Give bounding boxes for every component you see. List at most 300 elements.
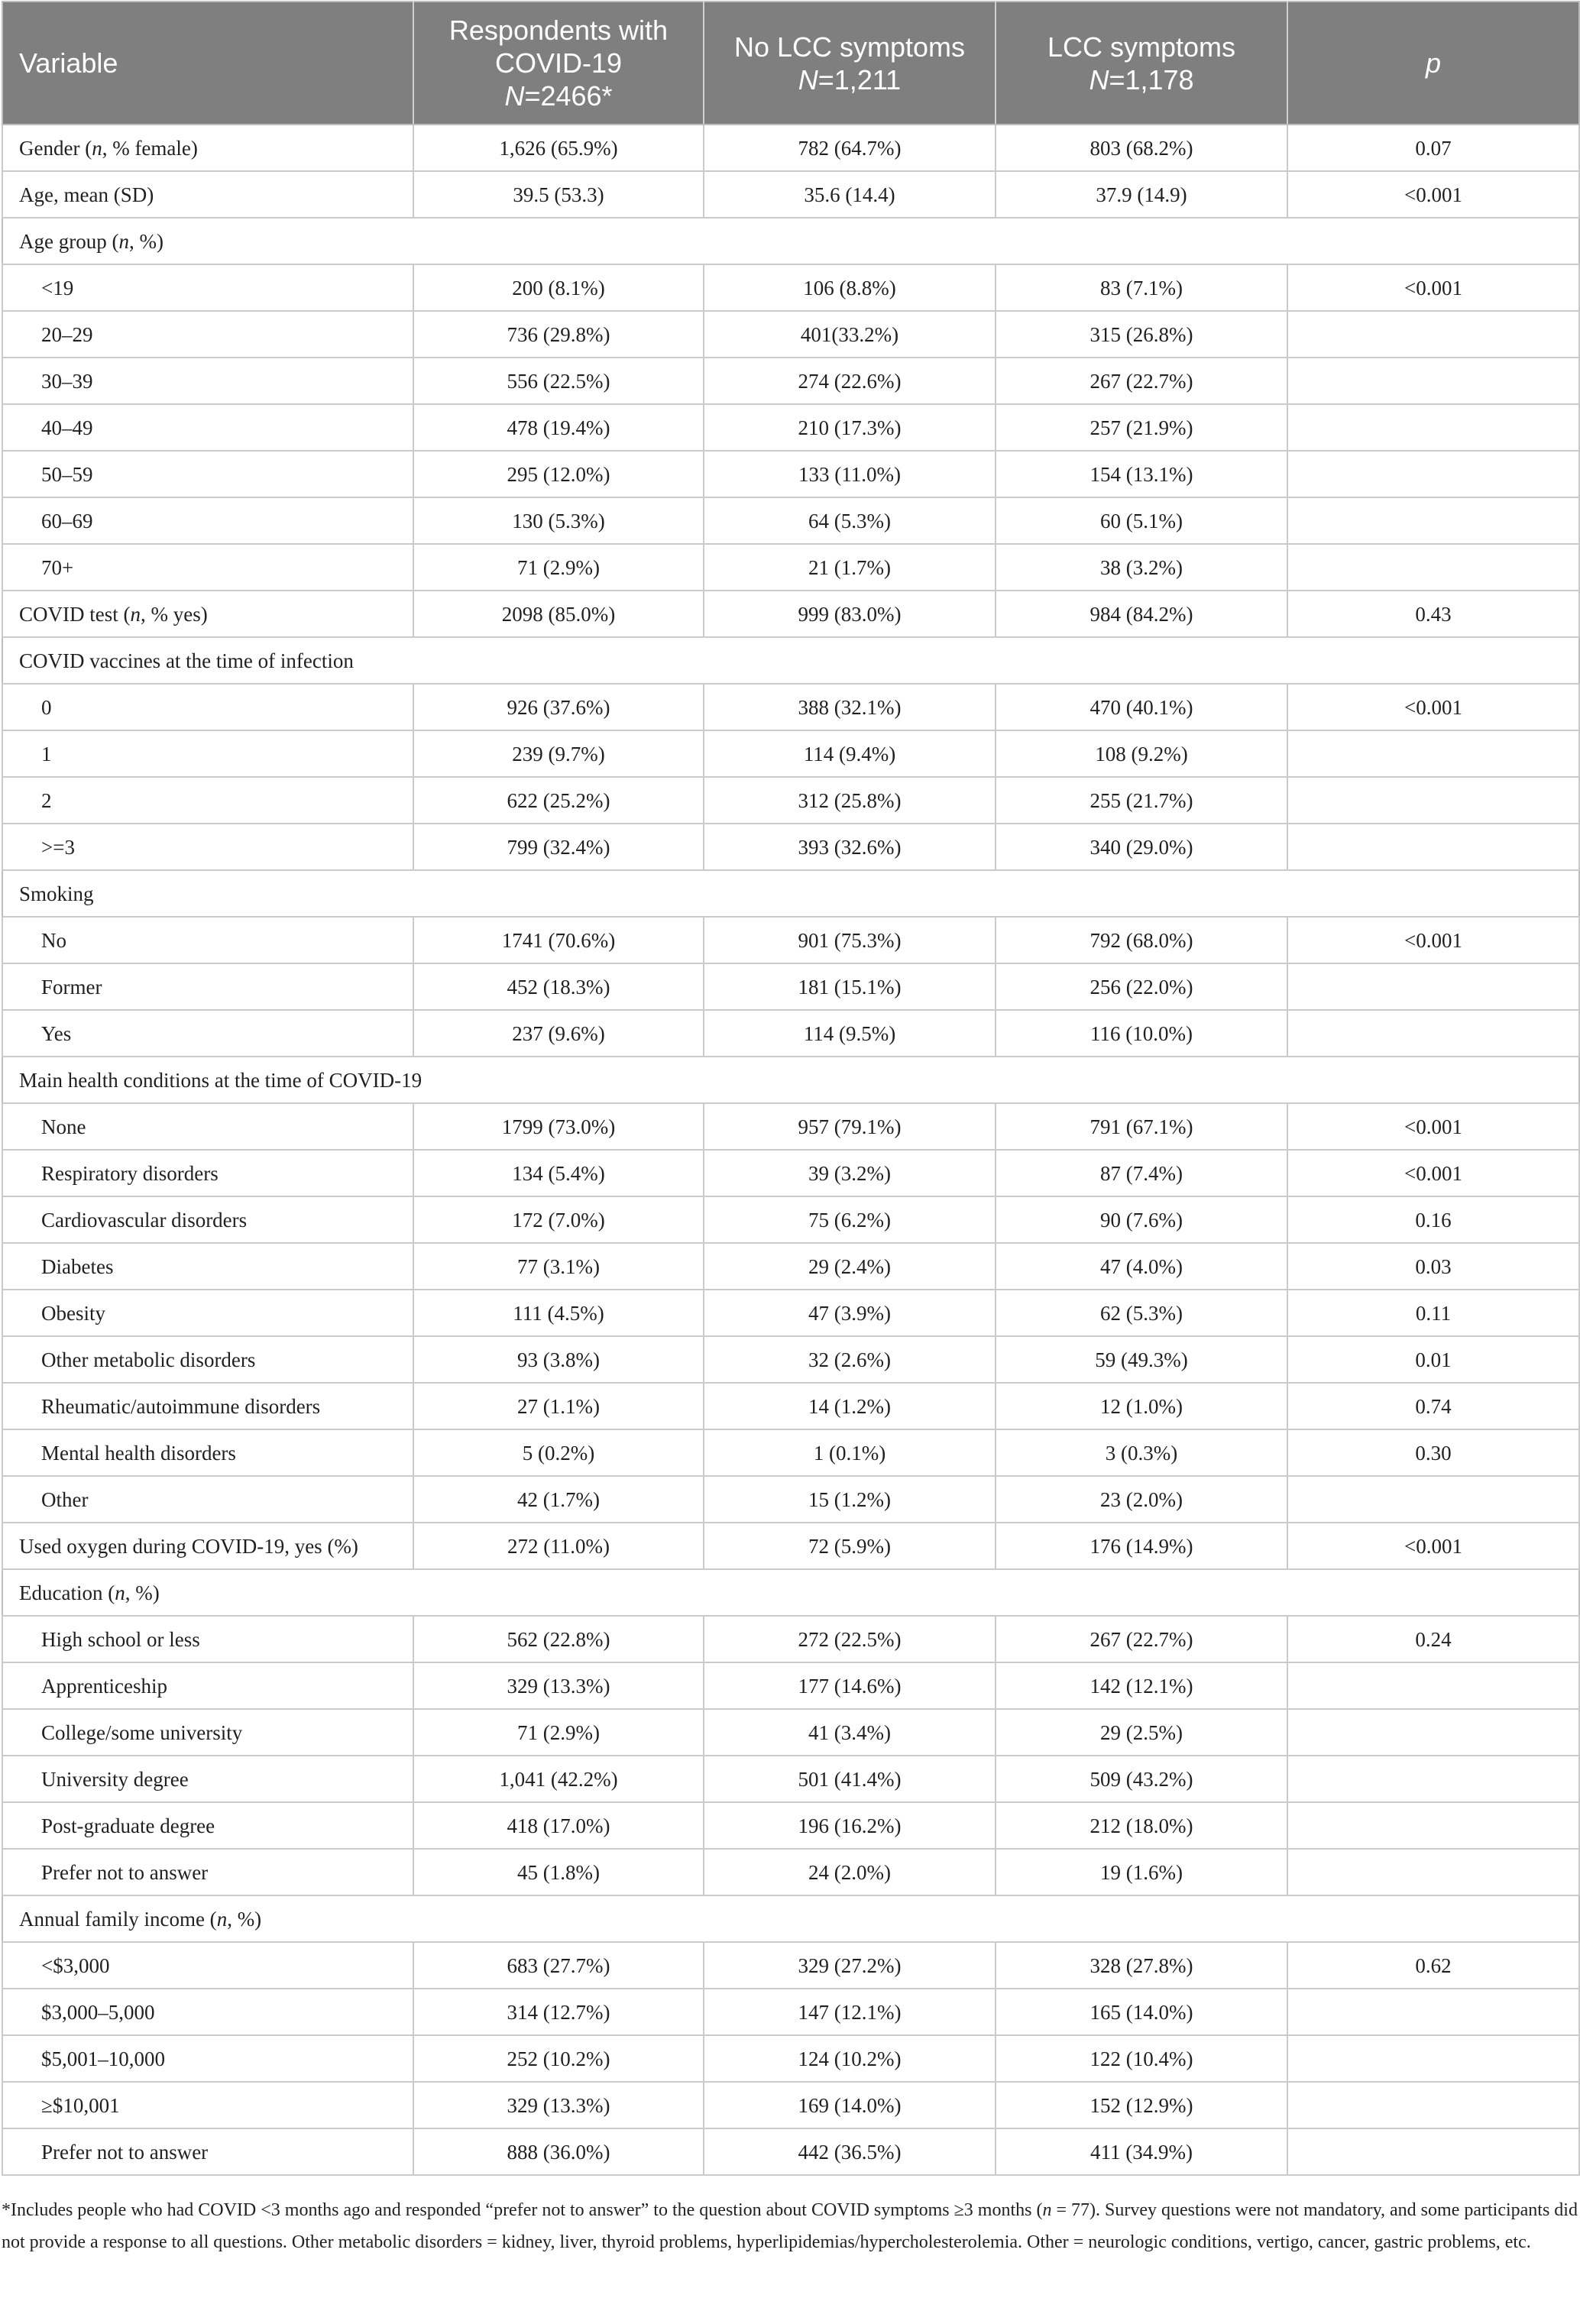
cell-covid-respondents: 93 (3.8%) (413, 1336, 704, 1383)
row-label (2, 1709, 413, 1756)
cell-covid-respondents: 452 (18.3%) (413, 963, 704, 1010)
cell-lcc: 90 (7.6%) (996, 1196, 1287, 1243)
row-label (2, 1476, 413, 1523)
section-row (2, 1057, 1579, 1103)
cell-lcc: 108 (9.2%) (996, 730, 1287, 777)
cell-p-value (1287, 497, 1579, 544)
cell-covid-respondents: 683 (27.7%) (413, 1942, 704, 1989)
label-part: None (41, 1115, 86, 1138)
cell-lcc: 37.9 (14.9) (996, 171, 1287, 218)
label-part: COVID test ( (19, 602, 131, 626)
table-row (2, 497, 1579, 544)
cell-no-lcc: 41 (3.4%) (704, 1709, 996, 1756)
cell-covid-respondents: 329 (13.3%) (413, 2082, 704, 2128)
cell-lcc: 122 (10.4%) (996, 2035, 1287, 2082)
label-part: Prefer not to answer (41, 1860, 209, 1884)
cell-p-value (1287, 2128, 1579, 2175)
table-row (2, 824, 1579, 870)
label-part: 0 (41, 695, 52, 719)
section-row (2, 1895, 1579, 1942)
cell-no-lcc: 957 (79.1%) (704, 1103, 996, 1150)
cell-p-value (1287, 358, 1579, 404)
cell-lcc: 165 (14.0%) (996, 1989, 1287, 2035)
row-label (2, 963, 413, 1010)
cell-p-value (1287, 963, 1579, 1010)
cell-p-value (1287, 404, 1579, 451)
label-part: College/some university (41, 1720, 243, 1744)
label-italic-part: n (118, 229, 129, 253)
cell-lcc: 116 (10.0%) (996, 1010, 1287, 1057)
label-part: Smoking (19, 882, 94, 905)
label-part: Apprenticeship (41, 1674, 167, 1698)
table-row (2, 264, 1579, 311)
cell-no-lcc: 106 (8.8%) (704, 264, 996, 311)
cell-no-lcc: 901 (75.3%) (704, 917, 996, 963)
cell-lcc: 176 (14.9%) (996, 1523, 1287, 1569)
label-part: High school or less (41, 1627, 200, 1651)
cell-p-value (1287, 2082, 1579, 2128)
cell-p-value: 0.24 (1287, 1616, 1579, 1662)
row-label (2, 1196, 413, 1243)
table-row (2, 1942, 1579, 1989)
cell-no-lcc: 388 (32.1%) (704, 684, 996, 730)
header-respondents (413, 2, 704, 125)
cell-p-value (1287, 1476, 1579, 1523)
cell-covid-respondents: 1,041 (42.2%) (413, 1756, 704, 1802)
cell-covid-respondents: 562 (22.8%) (413, 1616, 704, 1662)
cell-p-value (1287, 777, 1579, 824)
cell-p-value (1287, 1709, 1579, 1756)
row-label (2, 1756, 413, 1802)
cell-no-lcc: 75 (6.2%) (704, 1196, 996, 1243)
label-italic-part: n (92, 136, 102, 160)
table-header (2, 2, 1579, 125)
table-row (2, 1336, 1579, 1383)
cell-lcc: 23 (2.0%) (996, 1476, 1287, 1523)
header-p-symbol: p (1425, 47, 1442, 79)
cell-p-value: <0.001 (1287, 171, 1579, 218)
label-part: 60–69 (41, 509, 93, 532)
cell-covid-respondents: 2098 (85.0%) (413, 591, 704, 637)
table-figure (2, 1, 1578, 2258)
label-part: 2 (41, 788, 52, 812)
cell-no-lcc: 24 (2.0%) (704, 1849, 996, 1895)
row-label (2, 404, 413, 451)
cell-p-value (1287, 824, 1579, 870)
section-label (2, 637, 1579, 684)
cell-lcc: 60 (5.1%) (996, 497, 1287, 544)
cell-covid-respondents: 200 (8.1%) (413, 264, 704, 311)
cell-p-value: 0.01 (1287, 1336, 1579, 1383)
label-part: Cardiovascular disorders (41, 1208, 248, 1232)
table-row (2, 917, 1579, 963)
row-label (2, 730, 413, 777)
header-respondents-title: Respondents with COVID-19 (448, 15, 669, 79)
cell-no-lcc: 329 (27.2%) (704, 1942, 996, 1989)
label-part: Post-graduate degree (41, 1814, 215, 1837)
row-label (2, 1429, 413, 1476)
label-part: <$3,000 (41, 1953, 110, 1977)
cell-covid-respondents: 736 (29.8%) (413, 311, 704, 358)
cell-covid-respondents: 622 (25.2%) (413, 777, 704, 824)
cell-lcc: 257 (21.9%) (996, 404, 1287, 451)
cell-p-value: 0.16 (1287, 1196, 1579, 1243)
header-respondents-n-symbol: N (504, 80, 525, 112)
footnote-italic-part: n (1042, 2200, 1052, 2220)
label-part: 70+ (41, 555, 74, 579)
cell-covid-respondents: 888 (36.0%) (413, 2128, 704, 2175)
label-part: , % female) (102, 136, 198, 160)
section-label (2, 1895, 1579, 1942)
cell-no-lcc: 47 (3.9%) (704, 1290, 996, 1336)
row-label (2, 684, 413, 730)
cell-lcc: 411 (34.9%) (996, 2128, 1287, 2175)
table-row (2, 544, 1579, 591)
table-footnote (2, 2194, 1578, 2258)
cell-no-lcc: 133 (11.0%) (704, 451, 996, 497)
label-part: Prefer not to answer (41, 2140, 209, 2164)
cell-no-lcc: 32 (2.6%) (704, 1336, 996, 1383)
cell-p-value (1287, 451, 1579, 497)
label-italic-part: n (216, 1907, 228, 1931)
header-lcc-title: LCC symptoms (1047, 31, 1236, 63)
label-part: Rheumatic/autoimmune disorders (41, 1394, 321, 1418)
row-label (2, 1290, 413, 1336)
cell-p-value (1287, 2035, 1579, 2082)
cell-p-value: 0.43 (1287, 591, 1579, 637)
cell-covid-respondents: 418 (17.0%) (413, 1802, 704, 1849)
cell-no-lcc: 312 (25.8%) (704, 777, 996, 824)
cell-lcc: 3 (0.3%) (996, 1429, 1287, 1476)
cell-covid-respondents: 111 (4.5%) (413, 1290, 704, 1336)
label-part: , %) (227, 1907, 262, 1931)
header-lcc (996, 2, 1287, 125)
cell-lcc: 29 (2.5%) (996, 1709, 1287, 1756)
header-respondents-n-value: =2466* (524, 80, 613, 112)
cell-lcc: 38 (3.2%) (996, 544, 1287, 591)
cell-no-lcc: 39 (3.2%) (704, 1150, 996, 1196)
row-label (2, 591, 413, 637)
cell-p-value: <0.001 (1287, 264, 1579, 311)
label-part: $5,001–10,000 (41, 2047, 165, 2070)
label-part: Age group ( (19, 229, 119, 253)
cell-covid-respondents: 39.5 (53.3) (413, 171, 704, 218)
cell-no-lcc: 210 (17.3%) (704, 404, 996, 451)
cell-no-lcc: 782 (64.7%) (704, 125, 996, 171)
header-variable: Variable (2, 2, 413, 125)
cell-no-lcc: 196 (16.2%) (704, 1802, 996, 1849)
cell-covid-respondents: 237 (9.6%) (413, 1010, 704, 1057)
table-row (2, 125, 1579, 171)
table-row (2, 2035, 1579, 2082)
cell-lcc: 87 (7.4%) (996, 1150, 1287, 1196)
label-part: ≥$10,001 (41, 2093, 120, 2117)
cell-lcc: 152 (12.9%) (996, 2082, 1287, 2128)
label-part: $3,000–5,000 (41, 2000, 155, 2024)
cell-no-lcc: 29 (2.4%) (704, 1243, 996, 1290)
row-label (2, 1802, 413, 1849)
cell-lcc: 792 (68.0%) (996, 917, 1287, 963)
header-no-lcc-title: No LCC symptoms (733, 31, 966, 63)
cell-p-value: 0.07 (1287, 125, 1579, 171)
cell-no-lcc: 72 (5.9%) (704, 1523, 996, 1569)
table-row (2, 1849, 1579, 1895)
label-part: Main health conditions at the time of COVID-19 (19, 1068, 423, 1092)
label-part: Obesity (41, 1301, 105, 1325)
cell-no-lcc: 442 (36.5%) (704, 2128, 996, 2175)
label-part: University degree (41, 1767, 189, 1791)
label-part: Education ( (19, 1581, 115, 1604)
row-label (2, 358, 413, 404)
table-row (2, 1709, 1579, 1756)
cell-no-lcc: 401(33.2%) (704, 311, 996, 358)
cell-lcc: 984 (84.2%) (996, 591, 1287, 637)
label-part: Used oxygen during COVID-19, yes (%) (19, 1534, 358, 1558)
cell-p-value: <0.001 (1287, 1103, 1579, 1150)
cell-no-lcc: 21 (1.7%) (704, 544, 996, 591)
table-row (2, 2082, 1579, 2128)
cell-no-lcc: 181 (15.1%) (704, 963, 996, 1010)
cell-no-lcc: 999 (83.0%) (704, 591, 996, 637)
label-part: Other metabolic disorders (41, 1348, 256, 1371)
label-part: Gender ( (19, 136, 92, 160)
table-row (2, 171, 1579, 218)
cell-covid-respondents: 172 (7.0%) (413, 1196, 704, 1243)
cell-p-value: 0.62 (1287, 1942, 1579, 1989)
cell-no-lcc: 124 (10.2%) (704, 2035, 996, 2082)
footnote-part: = 77). Survey questions were not mandatory, and some participants did not provide a response to all questions. Other metabolic disorders = kidney, liver, thyroid problems, hyperlipidemias/hypercholesterolemia. Other = neurologic conditions, vertigo, cancer, gastric problems, etc. (2, 2200, 1578, 2252)
table-row (2, 1523, 1579, 1569)
cell-covid-respondents: 1741 (70.6%) (413, 917, 704, 963)
label-part: Other (41, 1487, 89, 1511)
row-label (2, 2128, 413, 2175)
cell-lcc: 267 (22.7%) (996, 1616, 1287, 1662)
label-part: Diabetes (41, 1254, 114, 1278)
cell-no-lcc: 64 (5.3%) (704, 497, 996, 544)
cell-no-lcc: 35.6 (14.4) (704, 171, 996, 218)
row-label (2, 451, 413, 497)
table-row (2, 1662, 1579, 1709)
table-row (2, 730, 1579, 777)
section-row (2, 870, 1579, 917)
cell-lcc: 803 (68.2%) (996, 125, 1287, 171)
cell-covid-respondents: 252 (10.2%) (413, 2035, 704, 2082)
label-part: Yes (41, 1021, 72, 1045)
label-part: 40–49 (41, 416, 93, 439)
table-row (2, 1103, 1579, 1150)
cell-p-value: <0.001 (1287, 917, 1579, 963)
header-no-lcc-n-symbol: N (798, 63, 818, 95)
header-no-lcc-n-value: =1,211 (818, 63, 902, 95)
cell-p-value: <0.001 (1287, 1523, 1579, 1569)
cell-lcc: 12 (1.0%) (996, 1383, 1287, 1429)
label-part: >=3 (41, 835, 75, 859)
cell-lcc: 791 (67.1%) (996, 1103, 1287, 1150)
cell-covid-respondents: 134 (5.4%) (413, 1150, 704, 1196)
table-row (2, 1802, 1579, 1849)
row-label (2, 777, 413, 824)
cell-covid-respondents: 272 (11.0%) (413, 1523, 704, 1569)
row-label (2, 917, 413, 963)
section-row (2, 1569, 1579, 1616)
section-label (2, 1057, 1579, 1103)
cell-covid-respondents: 329 (13.3%) (413, 1662, 704, 1709)
cell-p-value: 0.11 (1287, 1290, 1579, 1336)
label-part: , %) (125, 1581, 160, 1604)
cell-no-lcc: 501 (41.4%) (704, 1756, 996, 1802)
cell-p-value (1287, 311, 1579, 358)
cell-p-value: 0.74 (1287, 1383, 1579, 1429)
cell-lcc: 154 (13.1%) (996, 451, 1287, 497)
cell-lcc: 59 (49.3%) (996, 1336, 1287, 1383)
label-part: 20–29 (41, 322, 93, 346)
cell-lcc: 83 (7.1%) (996, 264, 1287, 311)
cell-covid-respondents: 5 (0.2%) (413, 1429, 704, 1476)
cell-covid-respondents: 1799 (73.0%) (413, 1103, 704, 1150)
cell-covid-respondents: 45 (1.8%) (413, 1849, 704, 1895)
table-row (2, 2128, 1579, 2175)
row-label (2, 1243, 413, 1290)
row-label (2, 1662, 413, 1709)
label-part: Mental health disorders (41, 1441, 236, 1465)
label-part: <19 (41, 276, 74, 299)
header-p-value (1287, 2, 1579, 125)
cell-p-value (1287, 1989, 1579, 2035)
cell-p-value: <0.001 (1287, 684, 1579, 730)
cell-p-value (1287, 1756, 1579, 1802)
table-row (2, 1429, 1579, 1476)
header-lcc-n-value: =1,178 (1109, 63, 1194, 95)
header-no-lcc-n (717, 63, 983, 96)
cell-covid-respondents: 130 (5.3%) (413, 497, 704, 544)
table-row (2, 451, 1579, 497)
label-part: 1 (41, 742, 52, 765)
cell-no-lcc: 147 (12.1%) (704, 1989, 996, 2035)
data-table (2, 1, 1580, 2176)
header-respondents-n (426, 79, 691, 112)
cell-no-lcc: 14 (1.2%) (704, 1383, 996, 1429)
table-row (2, 1150, 1579, 1196)
table-row (2, 1756, 1579, 1802)
row-label (2, 1523, 413, 1569)
cell-no-lcc: 114 (9.5%) (704, 1010, 996, 1057)
cell-no-lcc: 393 (32.6%) (704, 824, 996, 870)
label-part: Respiratory disorders (41, 1161, 219, 1185)
cell-lcc: 328 (27.8%) (996, 1942, 1287, 1989)
cell-p-value: 0.03 (1287, 1243, 1579, 1290)
cell-lcc: 212 (18.0%) (996, 1802, 1287, 1849)
label-part: COVID vaccines at the time of infection (19, 649, 354, 672)
row-label (2, 1942, 413, 1989)
cell-covid-respondents: 239 (9.7%) (413, 730, 704, 777)
cell-lcc: 62 (5.3%) (996, 1290, 1287, 1336)
cell-no-lcc: 114 (9.4%) (704, 730, 996, 777)
table-row (2, 1010, 1579, 1057)
cell-lcc: 256 (22.0%) (996, 963, 1287, 1010)
cell-lcc: 19 (1.6%) (996, 1849, 1287, 1895)
cell-p-value: <0.001 (1287, 1150, 1579, 1196)
row-label (2, 2082, 413, 2128)
table-row (2, 311, 1579, 358)
row-label (2, 544, 413, 591)
table-row (2, 1616, 1579, 1662)
cell-covid-respondents: 77 (3.1%) (413, 1243, 704, 1290)
row-label (2, 1336, 413, 1383)
row-label (2, 264, 413, 311)
cell-lcc: 340 (29.0%) (996, 824, 1287, 870)
table-row (2, 591, 1579, 637)
label-italic-part: n (130, 602, 141, 626)
cell-lcc: 509 (43.2%) (996, 1756, 1287, 1802)
label-part: Annual family income ( (19, 1907, 217, 1931)
row-label (2, 1989, 413, 2035)
cell-p-value: 0.30 (1287, 1429, 1579, 1476)
cell-covid-respondents: 71 (2.9%) (413, 1709, 704, 1756)
row-label (2, 2035, 413, 2082)
cell-lcc: 255 (21.7%) (996, 777, 1287, 824)
cell-no-lcc: 274 (22.6%) (704, 358, 996, 404)
cell-p-value (1287, 1010, 1579, 1057)
cell-p-value (1287, 544, 1579, 591)
row-label (2, 311, 413, 358)
section-row (2, 218, 1579, 264)
cell-covid-respondents: 314 (12.7%) (413, 1989, 704, 2035)
label-part: , % yes) (140, 602, 208, 626)
row-label (2, 125, 413, 171)
cell-covid-respondents: 478 (19.4%) (413, 404, 704, 451)
table-body (2, 125, 1579, 2175)
row-label (2, 1103, 413, 1150)
row-label (2, 1383, 413, 1429)
row-label (2, 1616, 413, 1662)
row-label (2, 1849, 413, 1895)
label-part: 50–59 (41, 462, 93, 486)
header-row (2, 2, 1579, 125)
table-row (2, 684, 1579, 730)
section-row (2, 637, 1579, 684)
cell-no-lcc: 177 (14.6%) (704, 1662, 996, 1709)
cell-no-lcc: 272 (22.5%) (704, 1616, 996, 1662)
label-italic-part: n (115, 1581, 125, 1604)
header-lcc-n (1009, 63, 1274, 96)
cell-covid-respondents: 295 (12.0%) (413, 451, 704, 497)
row-label (2, 1150, 413, 1196)
cell-no-lcc: 15 (1.2%) (704, 1476, 996, 1523)
cell-covid-respondents: 27 (1.1%) (413, 1383, 704, 1429)
table-row (2, 404, 1579, 451)
cell-lcc: 142 (12.1%) (996, 1662, 1287, 1709)
cell-covid-respondents: 71 (2.9%) (413, 544, 704, 591)
cell-covid-respondents: 926 (37.6%) (413, 684, 704, 730)
section-label (2, 218, 1579, 264)
label-part: , %) (128, 229, 164, 253)
row-label (2, 1010, 413, 1057)
header-lcc-n-symbol: N (1089, 63, 1109, 95)
cell-p-value (1287, 1802, 1579, 1849)
section-label (2, 870, 1579, 917)
table-row (2, 963, 1579, 1010)
label-part: 30–39 (41, 369, 93, 393)
cell-lcc: 470 (40.1%) (996, 684, 1287, 730)
row-label (2, 497, 413, 544)
cell-lcc: 47 (4.0%) (996, 1243, 1287, 1290)
cell-covid-respondents: 556 (22.5%) (413, 358, 704, 404)
cell-p-value (1287, 1662, 1579, 1709)
cell-covid-respondents: 799 (32.4%) (413, 824, 704, 870)
cell-covid-respondents: 1,626 (65.9%) (413, 125, 704, 171)
cell-no-lcc: 1 (0.1%) (704, 1429, 996, 1476)
cell-lcc: 267 (22.7%) (996, 358, 1287, 404)
